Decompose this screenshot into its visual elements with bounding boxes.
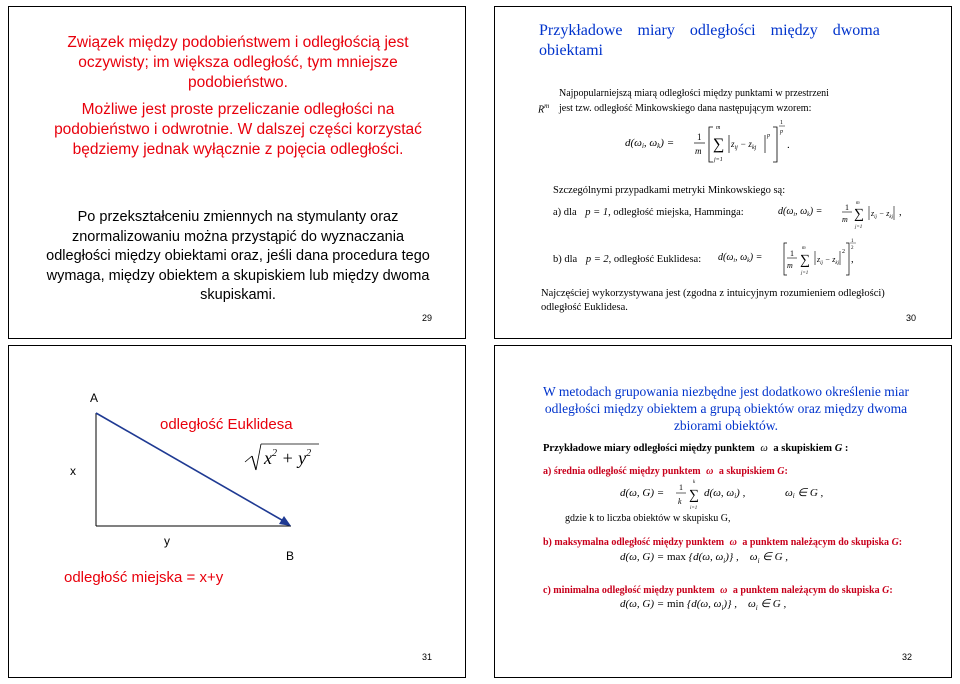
- case-a-label: a) dla: [553, 207, 577, 218]
- svg-text:k: k: [693, 480, 696, 485]
- slide-32: [494, 345, 952, 678]
- omega-symbol: ω: [720, 585, 728, 596]
- slide-29: [8, 6, 466, 339]
- svg-text:d(ωi, ωk) =: $d(\omega_i$, $\omega_k$) =: [718, 252, 763, 264]
- svg-text:m: m: [716, 125, 721, 131]
- case-a-name: , odległość miejska, Hamminga:: [608, 207, 744, 218]
- slide-30-footer: Najczęściej wykorzystywana jest (zgodna z intuicyjnym rozumieniem odległości) odległość Euklidesa.: [541, 288, 885, 313]
- page-number: 29: [422, 313, 433, 323]
- special-cases-heading: Szczególnymi przypadkami metryki Minkowskiego są:: [553, 185, 786, 196]
- slide-30: [494, 6, 952, 339]
- point-b-label: B: [286, 549, 295, 563]
- svg-text:k: k: [678, 497, 682, 506]
- svg-text:∑: ∑: [854, 207, 864, 222]
- svg-text:d(ωi, ωk) =: $d(\omega_i$, $\omega_k$) =: [778, 206, 823, 218]
- y-label: y: [164, 534, 170, 548]
- euclid-label: odległość Euklidesa: [160, 416, 293, 433]
- svg-text:zij − zkj: $z_{ij} - z_{kj}$: [817, 255, 840, 266]
- city-label: odległość miejska = x+y: [64, 569, 224, 586]
- case-c-text: c) minimalna odległość między punktem: [543, 585, 715, 596]
- svg-text:zij − zkj: $z_{ij} - z_{kj}$: [871, 209, 894, 220]
- svg-text:d(ω, G) =: d(ω, G) =: [620, 487, 665, 499]
- svg-text:p: p: [780, 129, 783, 135]
- slide-29-intro: Związek między podobieństwem i odległością jest oczywisty; im większa odległość, tym mniejsze podobieństwo.: [67, 34, 409, 91]
- group-symbol: G: [777, 466, 785, 477]
- hamming-comma: ,: [899, 207, 902, 218]
- svg-text:m: m: [802, 246, 806, 251]
- omega-symbol: ω: [760, 443, 768, 454]
- case-b-text: b) maksymalna odległość między punktem: [543, 537, 725, 548]
- max-formula: d(ω, G) = max {d(ω, $\omega_i$)} , $\omega_i$ ∈ G ,: [620, 551, 789, 566]
- svg-text:1: 1: [679, 483, 683, 492]
- minkowski-formula: [625, 117, 795, 169]
- examples-text: Przykładowe miary odległości między punktem: [543, 443, 755, 454]
- svg-text:1: 1: [851, 239, 854, 244]
- case-b-condition: p = 2: [585, 254, 609, 265]
- page-number: 32: [902, 652, 913, 662]
- svg-text:2: 2: [851, 246, 854, 251]
- svg-text:i=1: i=1: [690, 506, 698, 511]
- slide-30-intro-line-1: Najpopularniejszą miarą odległości między punktami w przestrzeni: [559, 88, 829, 99]
- svg-text:d(ω, ωi) ,: d(ω, ωi) ,: [704, 487, 746, 500]
- hamming-formula: [778, 197, 898, 235]
- slide-32-intro: W metodach grupowania niezbędne jest dodatkowo określenie miar odległości między obiektem a grupą obiektów oraz między dwoma zbiorami obiektów.: [542, 384, 909, 433]
- svg-text:∑: ∑: [713, 136, 725, 153]
- slide-31: [8, 345, 466, 678]
- case-a-heading: a) średnia odległość między punktem ω a skupiskiem G:: [543, 466, 788, 477]
- case-c-mid: a punktem należącym do skupiska: [732, 585, 880, 596]
- slide-29-body: Po przekształceniu zmiennych na stymulanty oraz znormalizowaniu można przystąpić do wyznaczania odległości między obiektami oraz, jeśli dana procedura tego wymaga, między obiektem a skupiskiem lub między dwoma skupiskami.: [46, 209, 430, 303]
- svg-text:2: 2: [842, 249, 845, 255]
- case-b-name: , odległość Euklidesa:: [608, 254, 702, 265]
- slide-29-conversion: Możliwe jest proste przeliczanie odległości na podobieństwo i odwrotnie. W dalszej części korzystać będziemy jednak wyłącznie z pojęcia odległości.: [54, 101, 422, 158]
- slide-30-intro-line-2: jest tzw. odległość Minkowskiego dana następującym wzorem:: [559, 103, 812, 114]
- min-formula: d(ω, G) = min {d(ω, $\omega_i$)} , $\omega_i$ ∈ G ,: [620, 598, 787, 613]
- svg-text:j=1: j=1: [855, 225, 863, 230]
- case-c-heading: c) minimalna odległość między punktem ω a punktem należącym do skupiska G:: [543, 585, 893, 596]
- case-a-note: gdzie k to liczba obiektów w skupisku G,: [565, 513, 731, 524]
- x-label: x: [70, 464, 76, 478]
- svg-text:p: p: [767, 133, 770, 139]
- slide-32-examples: Przykładowe miary odległości między punktem ω a skupiskiem G :: [543, 443, 849, 454]
- case-a: [553, 207, 744, 218]
- case-b-heading: b) maksymalna odległość między punktem ω a punktem należącym do skupiska G:: [543, 537, 903, 548]
- svg-text:1: 1: [697, 132, 702, 142]
- omega-symbol: ω: [706, 466, 714, 477]
- case-a-condition: p = 1: [585, 207, 609, 218]
- euclid-formula: [718, 237, 858, 283]
- space-symbol-base: R: [538, 104, 545, 116]
- svg-text:m: m: [695, 146, 702, 156]
- distance-diagram: [9, 346, 467, 679]
- svg-text:∑: ∑: [689, 488, 699, 503]
- svg-text:∑: ∑: [800, 253, 810, 268]
- svg-text:d(ωi, ωk) =: d(ωi, ωk) =: [625, 137, 675, 150]
- svg-text:1: 1: [790, 249, 794, 258]
- point-a-label: A: [90, 391, 99, 405]
- svg-text:j=1: j=1: [714, 157, 723, 163]
- omega-symbol: ω: [729, 537, 737, 548]
- svg-text:j=1: j=1: [801, 271, 809, 276]
- svg-text:m: m: [856, 201, 860, 206]
- average-formula: [620, 476, 840, 512]
- group-symbol: G: [891, 537, 899, 548]
- case-b: [553, 254, 701, 265]
- case-b-label: b) dla: [553, 254, 578, 265]
- sqrt-expression: $x^2 + y^2$: [264, 448, 312, 468]
- svg-text:m: m: [787, 261, 793, 270]
- svg-text:.: .: [787, 139, 790, 151]
- svg-text:1: 1: [845, 203, 849, 212]
- examples-mid: a skupiskiem: [773, 443, 833, 454]
- euclid-comma: ,: [851, 254, 854, 265]
- case-a-text: a) średnia odległość między punktem: [543, 466, 701, 477]
- group-symbol: G: [834, 443, 843, 454]
- svg-text:m: m: [842, 215, 848, 224]
- svg-text:1: 1: [780, 120, 783, 126]
- slide-30-title: Przykładowe miary odległości między dwoma obiektami: [539, 22, 880, 59]
- svg-text:ωi ∈ G ,: ωi ∈ G ,: [785, 487, 824, 500]
- page-number: 30: [906, 313, 917, 323]
- case-a-mid: a skupiskiem: [718, 466, 775, 477]
- case-b-mid: a punktem należącym do skupiska: [742, 537, 890, 548]
- page-number: 31: [422, 652, 433, 662]
- group-symbol: G: [882, 585, 890, 596]
- space-symbol: [538, 102, 549, 115]
- svg-text:zij − zkj: $z_{ij} - z_{kj}$: [731, 139, 757, 151]
- space-symbol-sup: m: [544, 102, 550, 110]
